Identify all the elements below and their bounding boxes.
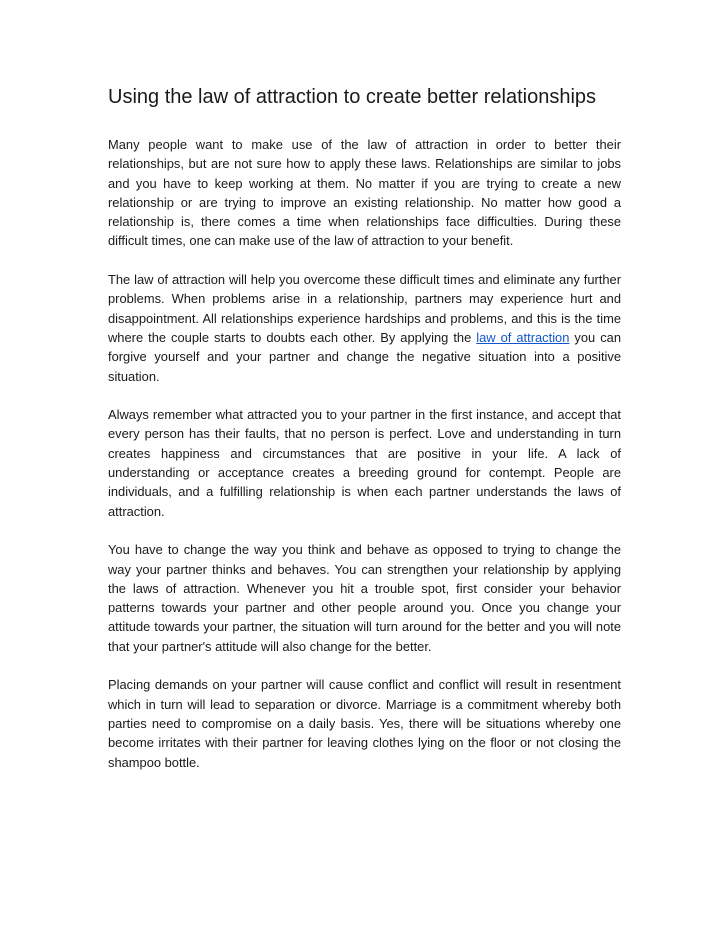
paragraph-3: Always remember what attracted you to your partner in the first instance, and accept that every person has their faults, that no person is perfect. Love and understanding in turn creates happiness and circumstances that are positive in your life. A lack of understanding or acceptance creates a breeding ground for contempt. People are individuals, and a fulfilling relationship is when each partner understands the laws of attraction. bbox=[108, 407, 621, 519]
paragraph-2-text-after: you can forgive yourself and your partner and change the negative situation into a positive situation. bbox=[108, 329, 621, 384]
paragraph-2-text-before: The law of attraction will help you overcome these difficult times and eliminate any further problems. When problems arise in a relationship, partners may experience hurt and disappointment. All relationships experience hardships and problems, and this is the time where the couple starts to doubts each other. By applying the bbox=[108, 272, 621, 345]
paragraph-4: You have to change the way you think and behave as opposed to trying to change the way your partner thinks and behaves. You can strengthen your relationship by applying the laws of attraction. Whenever you hit a trouble spot, first consider your behavior patterns towards your partner and other people around you. Once you change your attitude towards your partner, the situation will turn around for the better and you will note that your partner's attitude will also change for the better. bbox=[108, 542, 621, 654]
paragraph-1: Many people want to make use of the law of attraction in order to better their relationships, but are not sure how to apply these laws. Relationships are similar to jobs and you have to keep working at them. No matter if you are trying to create a new relationship or are trying to improve an existing relationship. No matter how good a relationship is, there comes a time when relationships face difficulties. During these difficult times, one can make use of the law of attraction to your benefit. bbox=[108, 137, 621, 249]
paragraph-2 bbox=[108, 270, 621, 386]
document-title: Using the law of attraction to create better relationships bbox=[108, 86, 597, 108]
document-page bbox=[108, 85, 621, 772]
paragraph-5: Placing demands on your partner will cause conflict and conflict will result in resentment which in turn will lead to separation or divorce. Marriage is a commitment whereby both parties need to compromise on a daily basis. Yes, there will be situations whereby one become irritates with their partner for leaving clothes lying on the floor or not closing the shampoo bottle. bbox=[108, 677, 621, 770]
law-of-attraction-link[interactable]: law of attraction bbox=[476, 329, 570, 345]
